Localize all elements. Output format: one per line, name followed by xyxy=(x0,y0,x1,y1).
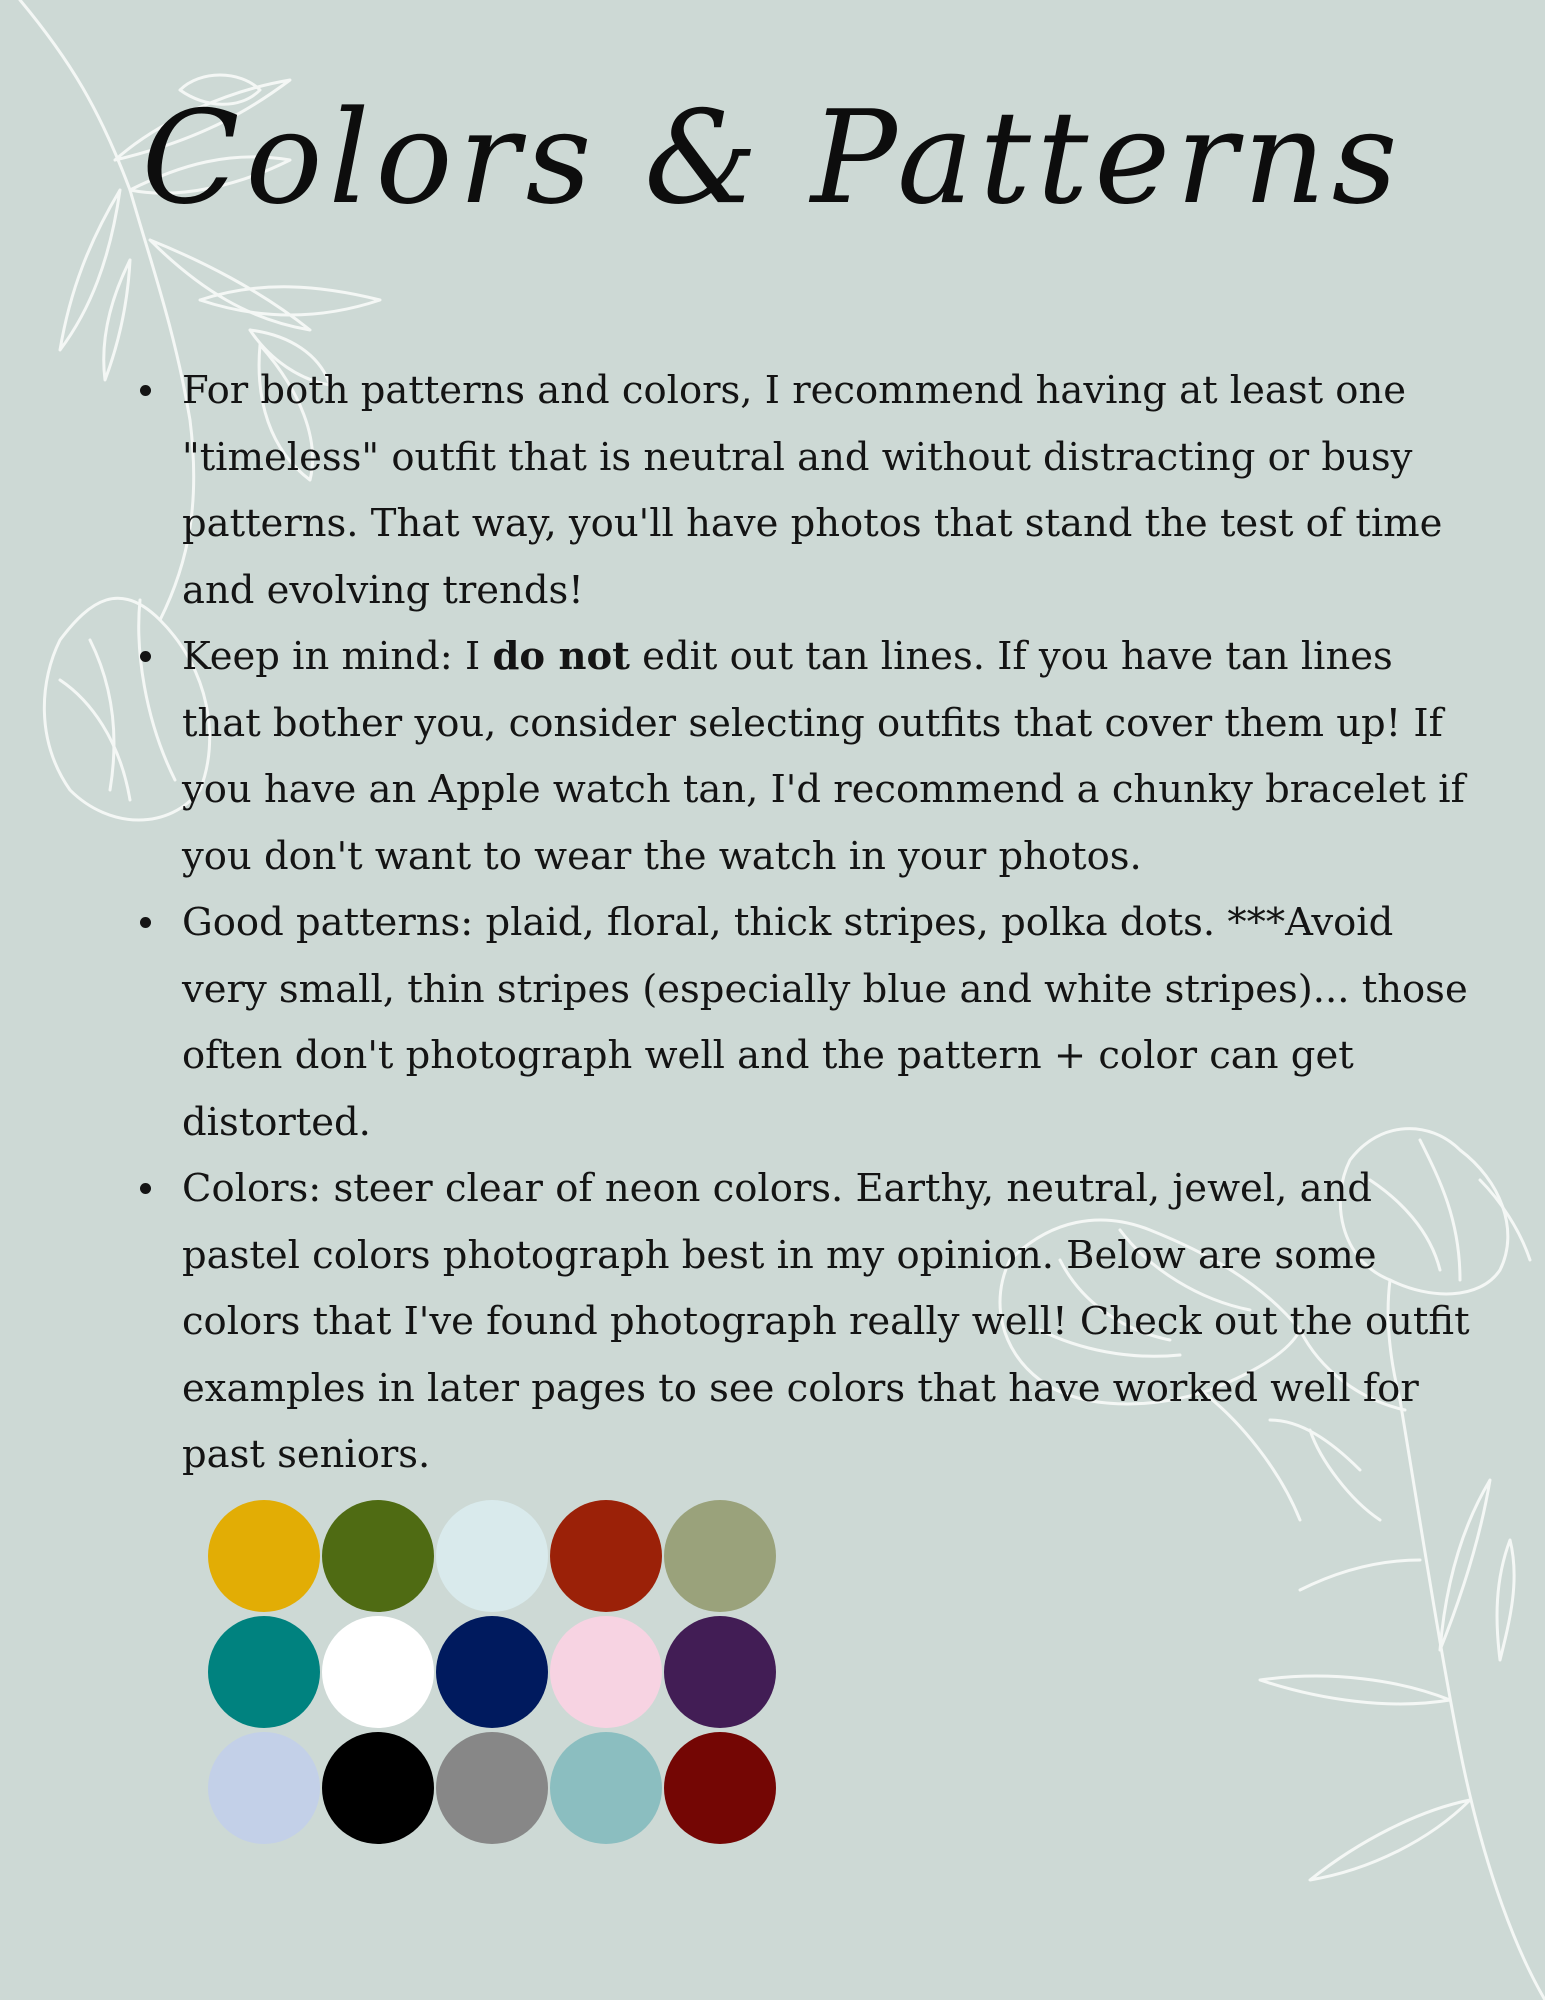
color-swatch xyxy=(322,1616,434,1728)
color-swatch xyxy=(436,1616,548,1728)
color-swatch xyxy=(208,1500,320,1612)
list-item xyxy=(140,890,1470,1156)
bullet-text-post: edit out tan lines. If you have tan lines that bother you, consider selecting outfits that cover them up! If you have an Apple watch tan, I'd recommend a chunky bracelet if you don't want to wear the watch in your photos. xyxy=(182,634,1465,879)
color-palette xyxy=(208,1500,776,1848)
color-swatch xyxy=(550,1616,662,1728)
color-swatch xyxy=(664,1732,776,1844)
color-swatch xyxy=(436,1732,548,1844)
bullet-dot xyxy=(140,1183,151,1194)
color-swatch xyxy=(550,1500,662,1612)
bullet-text: For both patterns and colors, I recommend having at least one "timeless" outfit that is neutral and without distracting or busy patterns. That way, you'll have photos that stand the test of time and evolving trends! xyxy=(182,368,1443,613)
list-item xyxy=(140,358,1470,624)
bullet-text-bold: do not xyxy=(492,634,630,679)
bullet-text: Good patterns: plaid, floral, thick stripes, polka dots. ***Avoid very small, thin stripes (especially blue and white stripes)... those often don't photograph well and the pattern + color can get distorted. xyxy=(182,900,1468,1145)
bullet-text: Colors: steer clear of neon colors. Earthy, neutral, jewel, and pastel colors photograph best in my opinion. Below are some colors that I've found photograph really well! Check out the outfit examples in later pages to see colors that have worked well for past seniors. xyxy=(182,1166,1470,1477)
bullet-dot xyxy=(140,917,151,928)
color-swatch xyxy=(322,1500,434,1612)
color-swatch xyxy=(208,1732,320,1844)
color-swatch xyxy=(664,1500,776,1612)
bullet-dot xyxy=(140,651,151,662)
color-swatch xyxy=(322,1732,434,1844)
list-item xyxy=(140,1156,1470,1489)
color-swatch xyxy=(664,1616,776,1728)
list-item xyxy=(140,624,1470,890)
color-swatch xyxy=(436,1500,548,1612)
color-swatch xyxy=(208,1616,320,1728)
color-swatch xyxy=(550,1732,662,1844)
page-title: Colors & Patterns xyxy=(141,84,1404,233)
bullet-text-pre: Keep in mind: I xyxy=(182,634,493,679)
tips-list xyxy=(140,358,1470,1489)
bullet-dot xyxy=(140,385,151,396)
